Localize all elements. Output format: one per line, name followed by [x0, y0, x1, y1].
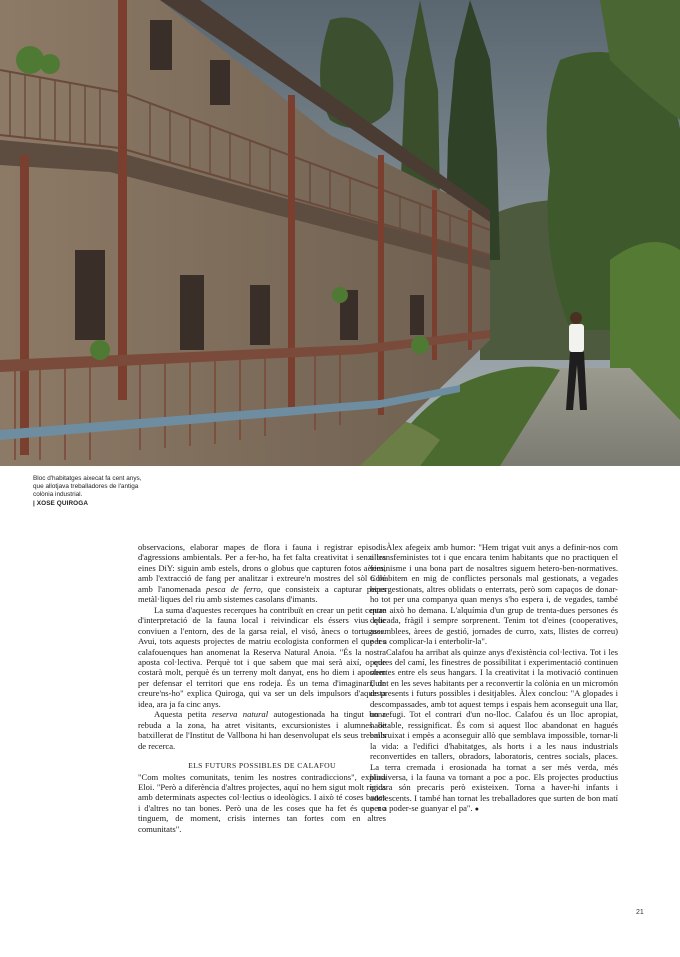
photo-caption [33, 475, 151, 508]
page-number: 21 [636, 909, 644, 916]
end-mark-icon: ● [474, 805, 479, 814]
paragraph: Aquesta petita reserva natural autogestionada ha tingut bona rebuda a la zona, ha atret visitants, excursionistes i alumnes de batxillerat de l'Institut de Vallbona hi han desenvolupat els seus treballs de recerca. [138, 709, 387, 751]
paragraph: "Com moltes comunitats, tenim les nostres contradiccions", explica Eloi. "Però a diferència d'altres projectes, aquí no hem sigut molt rígids amb determinats aspectes col·lectius o ideològics. I això té coses bones i d'altres no tan bones. Però una de les coses que ha fet és que no tinguem, de moment, crisis internes tan fortes com en altres comunitats". [138, 771, 386, 834]
paragraph: observacions, elaborar mapes de flora i fauna i registrar episodis d'agressions ambientals. Per a fer-ho, ha fet falta creativitat i senzilles eines DiY: siguin amb estels, drons o globus que capturen fotos aèries, amb l'extracció de fang per analitzar i extreure'n mostres del sòl o bé amb l'anomenada pesca de ferro, que consisteix a capturar peces metàl·liques del riu amb sistemes casolans d'imants. [138, 542, 386, 605]
text-column-left [138, 542, 386, 834]
paragraph: Àlex afegeix amb humor: "Hem trigat vuit anys a definir-nos com a transfeministes tot i que encara tenim habitants que no practiquen el feminisme i una bona part de nosaltres siguem hetero-ben-normatives. Cohabitem en mig de conflictes personals mal gestionats, a vegades hipergestionats, altres oblidats o enterrats, però som capaços de donar-ho tot per una companya quan menys s'ho espera i, de vegades, també quan això ho demana. L'alquímia d'un grup de trenta-dues persones és delicada, fràgil i sempre sorprenent. Tenim tot d'eines (cooperatives, assemblees, àrees de gestió, jornades de curro, xats, llistes de correu) per a complicar-la i enterbolir-la". [370, 542, 618, 647]
paragraph: La suma d'aquestes recerques ha contribuït en crear un petit centre d'interpretació de la fauna local i reivindicar els éssers vius que conviuen a l'entorn, des de la garsa reial, el visó, ànecs o tortugues. Avui, tots aquests projectes de matriu ecologista conformen el que les calafouenques han anomenat la Reserva Natural Anoia. "És la nostra aposta col·lectiva. Perquè tot i que sabem que mai serà així, o que costarà molt, perquè és un terreny molt danyat, ens ho diem i apostem per defensar el territori que ens rodeja. És un tema d'imaginari, de creure'ns-ho" explica Quiroga, qui va ser un dels impulsors d'aquesta idea, ara ja fa cinc anys. [138, 604, 386, 709]
photo-credit: | XOSE QUIROGA [33, 499, 89, 507]
text-column-right [370, 542, 618, 815]
section-heading: ELS FUTURS POSSIBLES DE CALAFOU [188, 761, 336, 771]
colony-building-photo [0, 0, 680, 466]
paragraph: Calafou ha arribat als quinze anys d'existència col·lectiva. Tot i les pedres del camí, les finestres de possibilitat i experimentació continuen obertes entre els seus hangars. I la creativitat i la motivació continuen fluint en les seves habitants per a reconvertir la colònia en un micromón de presents i futurs possibles i desitjables. Àlex conclou: "A glopades i descompassades, amb tot aquest temps i espais hem aconseguit una llar, un refugi. Tot el contrari d'un no-lloc. Calafou és un lloc apropiat, habitable, ressignificat. És com si aquest lloc abandonat en hagués embruixat i empès a aconseguir allò que semblava impossible, tornar-li la vida: a l'edifici d'habitatges, als horts i a les naus industrials reconvertides en tallers, obradors, laboratoris, centres socials, places. La terra cremada i erosionada ha tornat a ser més verda, més biodiversa, i la fauna va tornant a poc a poc. Els projectes productius encara són precaris però existeixen. Torna a haver-hi infants i adolescents. I també han tornat les treballadores que surten de bon matí per a poder-se guanyar el pa". ● [370, 646, 618, 814]
caption-text: Bloc d'habitatges aixecat fa cent anys, que allotjava treballadores de l'antiga colònia industrial. [33, 475, 142, 499]
